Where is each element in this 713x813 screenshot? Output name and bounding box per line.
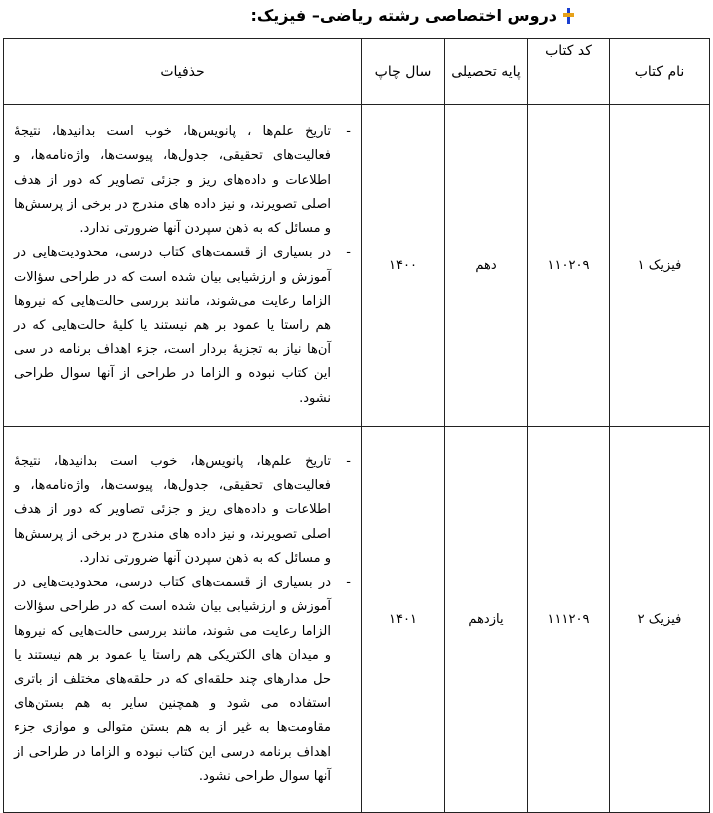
deletions-cell (4, 427, 362, 813)
deletion-item: - در بسیاری از قسمت‌های کتاب درسی، محدودیت‌هایی در آموزش و ارزشیابی بیان شده است که در طراحی سؤالات الزاما رعایت می‌شوند، مانند بررسی حالت‌هایی که نیروها هم راستا یا عمود بر هم نیستند یا کلیهٔ حالت‌هایی که در آن‌ها نیاز به تجزیهٔ بردار است، جزء اهداف برنامه در سی این کتاب نبوده و الزاما در طراحی از آنها سوال طراحی نشود. (14, 241, 353, 410)
section-title (251, 6, 574, 25)
table-row (4, 105, 710, 427)
deletions-table (3, 38, 710, 813)
header-print-year: سال چاپ (362, 39, 445, 105)
header-deletions: حذفیات (4, 39, 362, 105)
table-row (4, 427, 710, 813)
book-name: فیزیک ۲ (610, 427, 710, 813)
header-grade: پایه تحصیلی (445, 39, 528, 105)
arrow-bullet-icon (563, 8, 573, 24)
book-name: فیزیک ۱ (610, 105, 710, 427)
book-code: ۱۱۱۲۰۹ (528, 427, 610, 813)
grade: یازدهم (445, 427, 528, 813)
deletions-cell (4, 105, 362, 427)
print-year: ۱۴۰۱ (362, 427, 445, 813)
header-book-code: کد کتاب (528, 39, 610, 105)
section-title-text: دروس اختصاصی رشته ریاضی– فیزیک: (250, 6, 557, 25)
deletion-item: - تاریخ علم‌ها ، پانویس‌ها، خوب است بدانیدها، نتیجهٔ فعالیت‌های تحقیقی، جدول‌ها، پیوست‌ها، واژه‌نامه‌ها، و اطلاعات و داده‌های ریز و جزئی تصاویر که دور از هدف اصلی تصویرند، و نیز داده های مندرج در برخی از پرسش‌ها و مسائل که به ذهن سپردن آنها ضرورتی ندارد. (14, 120, 353, 241)
grade: دهم (445, 105, 528, 427)
deletion-item: - تاریخ علم‌ها، پانویس‌ها، خوب است بدانیدها، نتیجهٔ فعالیت‌های تحقیقی، جدول‌ها، پیوست‌ها، واژه‌نامه‌ها، و اطلاعات و داده‌های ریز و جزئی تصاویر که دور از هدف اصلی تصویرند، و نیز داده های مندرج در برخی از پرسش‌ها و مسائل که به ذهن سپردن آنها ضرورتی ندارد. (14, 450, 353, 571)
deletion-item: - در بسیاری از قسمت‌های کتاب درسی، محدودیت‌هایی در آموزش و ارزشیابی بیان شده است که در طراحی سؤالات الزاما رعایت می شوند، مانند بررسی حالت‌هایی که نیروها و میدان های الکتریکی هم راستا یا عمود بر هم نیستند یا حل مدارهای چند حلقه‌ای که در حلقه‌های مختلف از باتری استفاده می شود و همچنین سایر به هم بستن‌های مقاومت‌ها به غیر از به هم بستن متوالی و موازی جزء اهداف برنامه درسی این کتاب نبوده و الزاما در طراحی از آنها سوال طراحی نشود. (14, 571, 353, 789)
table-header-row (4, 39, 710, 105)
book-code: ۱۱۰۲۰۹ (528, 105, 610, 427)
header-book-name: نام کتاب (610, 39, 710, 105)
print-year: ۱۴۰۰ (362, 105, 445, 427)
